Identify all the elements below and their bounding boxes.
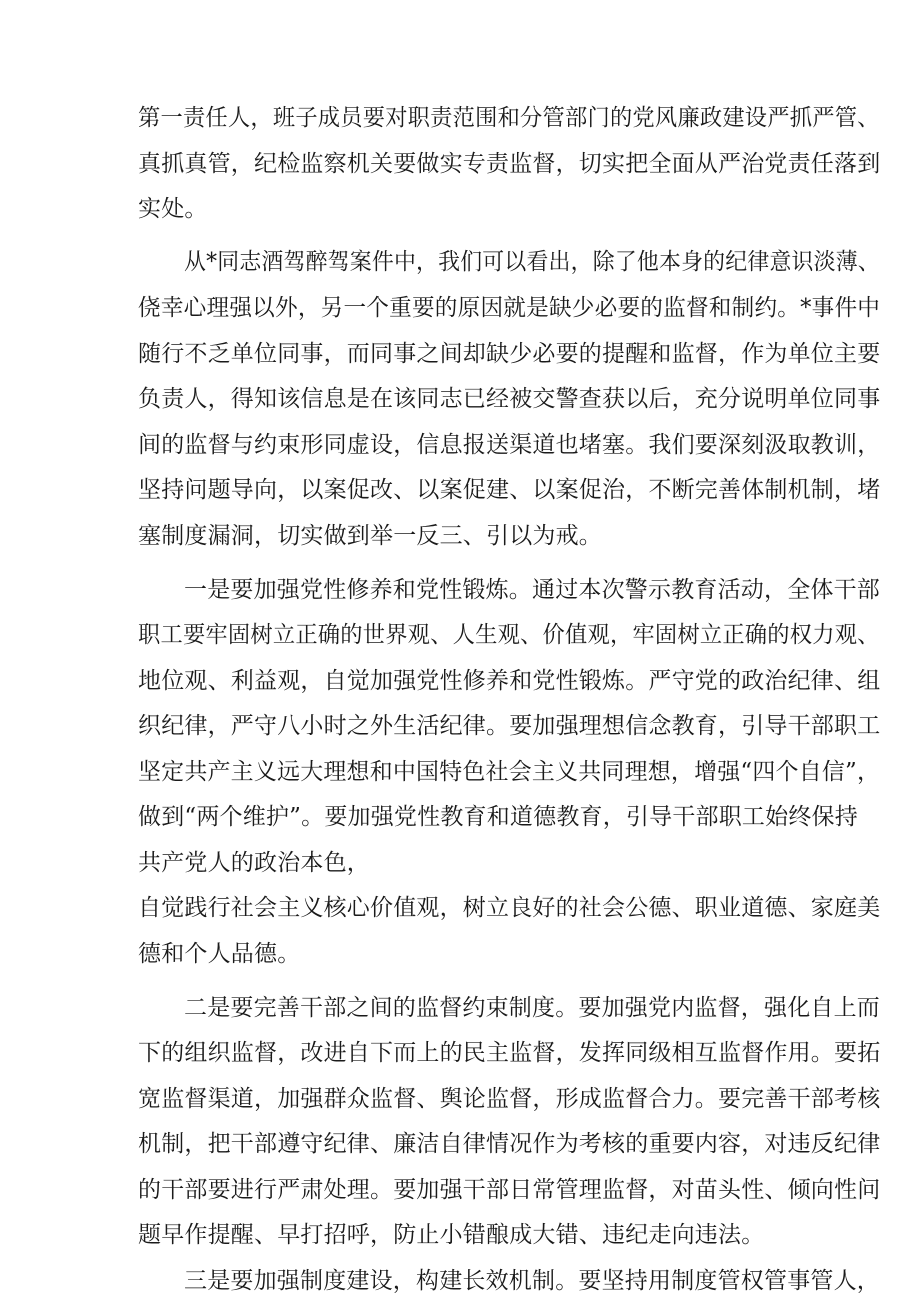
- text-line: 实处。: [138, 196, 208, 222]
- text-line: 职工要牢固树立正确的世界观、人生观、价值观，牢固树立正确的权力观、: [138, 622, 880, 648]
- text-line: 第一责任人，班子成员要对职责范围和分管部门的党风廉政建设严抓严管、: [138, 105, 880, 131]
- text-line: 题早作提醒、早打招呼，防止小错酿成大错、违纪走向违法。: [138, 1222, 765, 1248]
- text-line: 地位观、利益观，自觉加强党性修养和党性锻炼。严守党的政治纪律、组: [138, 668, 881, 694]
- text-line: 间的监督与约束形同虚设，信息报送渠道也堵塞。我们要深刻汲取教训，: [138, 432, 881, 458]
- text-line: 机制，把干部遵守纪律、廉洁自律情况作为考核的重要内容，对违反纪律: [138, 1131, 881, 1157]
- text-line: 的干部要进行严肃处理。要加强干部日常管理监督，对苗头性、倾向性问: [138, 1177, 881, 1203]
- text-line: 下的组织监督，改进自下而上的民主监督，发挥同级相互监督作用。要拓: [138, 1040, 881, 1066]
- text-line: 宽监督渠道，加强群众监督、舆论监督，形成监督合力。要完善干部考核: [138, 1086, 881, 1112]
- paragraph-first-line: 从*同志酒驾醉驾案件中，我们可以看出，除了他本身的纪律意识淡薄、: [184, 249, 880, 275]
- text-line: 负责人，得知该信息是在该同志已经被交警查获以后，充分说明单位同事: [138, 386, 881, 412]
- text-line: 侥幸心理强以外，另一个重要的原因就是缺少必要的监督和制约。*事件中: [138, 295, 881, 321]
- text-line: 共产党人的政治本色，: [138, 850, 370, 876]
- text-line: 做到“两个维护”。要加强党性教育和道德教育，引导干部职工始终保持: [138, 804, 858, 830]
- text-line: 真抓真管，纪检监察机关要做实专责监督，切实把全面从严治党责任落到: [138, 151, 881, 177]
- text-line: 坚持问题导向，以案促改、以案促建、以案促治，不断完善体制机制，堵: [138, 477, 881, 503]
- paragraph-first-line: 一是要加强党性修养和党性锻炼。通过本次警示教育活动，全体干部: [184, 577, 880, 603]
- text-line: 织纪律，严守八小时之外生活纪律。要加强理想信念教育，引导干部职工: [138, 713, 881, 739]
- paragraph-first-line: 二是要完善干部之间的监督约束制度。要加强党内监督，强化自上而: [184, 995, 880, 1021]
- paragraph-first-line: 三是要加强制度建设，构建长效机制。要坚持用制度管权管事管人，: [184, 1268, 880, 1294]
- text-line: 坚定共产主义远大理想和中国特色社会主义共同理想，增强“四个自信”，: [138, 759, 881, 785]
- text-line: 随行不乏单位同事，而同事之间却缺少必要的提醒和监督，作为单位主要: [138, 341, 881, 367]
- text-line: 自觉践行社会主义核心价值观，树立良好的社会公德、职业道德、家庭美: [138, 895, 881, 921]
- text-line: 塞制度漏洞，切实做到举一反三、引以为戒。: [138, 523, 602, 549]
- text-line: 德和个人品德。: [138, 941, 301, 967]
